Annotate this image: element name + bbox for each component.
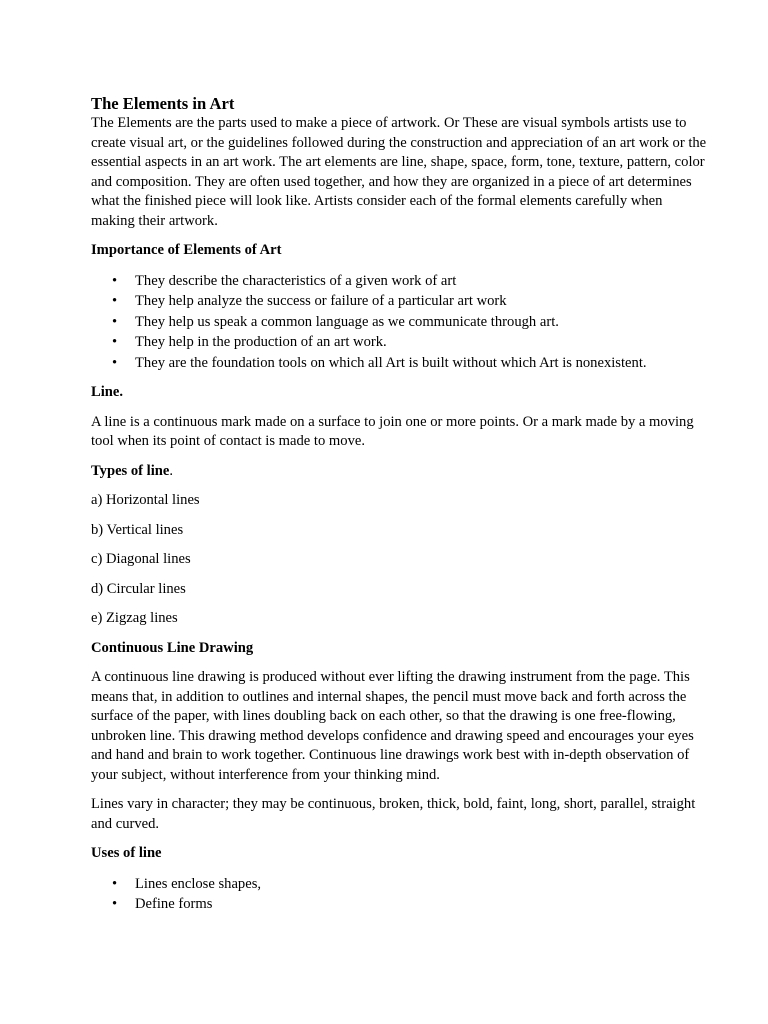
importance-heading: Importance of Elements of Art — [91, 242, 282, 258]
list-item: a) Horizontal lines — [91, 492, 200, 508]
bullet-icon: • — [112, 354, 118, 371]
bullet-icon: • — [112, 896, 118, 912]
bullet-icon: • — [112, 875, 118, 892]
line-heading: Line. — [91, 384, 124, 400]
list-item: c) Diagonal lines — [91, 551, 191, 567]
continuous-paragraph: A continuous line drawing is produced without ever lifting the drawing instrument from the page. This means that, in addition to outlines and internal shapes, the pencil must move back and forth across the surface of the paper, with lines doubling back on each other, so that the drawing is one free-flowing, unbroken line. This drawing method develops confidence and drawing speed and encourages your eyes and hand and brain to work together. Continuous line drawings work best with in-depth observation of your subject, without interference from your thinking mind. — [91, 669, 694, 783]
list-item: • They help us speak a common language as we communicate through art. — [135, 312, 708, 333]
importance-list — [91, 271, 708, 374]
list-item: b) Vertical lines — [91, 521, 184, 538]
bullet-icon: • — [112, 313, 118, 330]
uses-list — [91, 874, 708, 915]
bullet-icon: • — [112, 293, 118, 309]
line-definition: A line is a continuous mark made on a surface to join one or more points. Or a mark made by a moving tool when its point of contact is made to move. — [91, 413, 694, 449]
page-title: The Elements in Art — [91, 94, 235, 113]
list-item: • Lines enclose shapes, — [135, 874, 708, 895]
bullet-icon: • — [112, 334, 118, 350]
uses-heading: Uses of line — [91, 845, 162, 861]
list-item: • They are the foundation tools on which all Art is built without which Art is nonexistent. — [135, 353, 708, 374]
continuous-heading: Continuous Line Drawing — [91, 639, 254, 656]
types-list — [91, 491, 708, 629]
list-item: • They describe the characteristics of a given work of art — [135, 271, 708, 292]
types-heading: Types of line. — [91, 462, 174, 479]
intro-paragraph: The Elements are the parts used to make a piece of artwork. Or These are visual symbols artists use to create visual art, or the guidelines followed during the construction and appreciation of an art work or the essential aspects in an art work. The art elements are line, shape, space, form, tone, texture, pattern, color and composition. They are often used together, and how they are organized in a piece of art determines what the finished piece will look like. Artists consider each of the formal elements carefully when making their artwork. — [91, 115, 707, 229]
list-item: • Define forms — [135, 894, 708, 915]
character-paragraph: Lines vary in character; they may be continuous, broken, thick, bold, faint, long, short, parallel, straight and curved. — [91, 796, 696, 832]
bullet-icon: • — [112, 272, 118, 289]
list-item: • They help analyze the success or failure of a particular art work — [135, 291, 708, 312]
list-item: e) Zigzag lines — [91, 610, 178, 626]
list-item: • They help in the production of an art work. — [135, 332, 708, 353]
list-item: d) Circular lines — [91, 580, 186, 597]
